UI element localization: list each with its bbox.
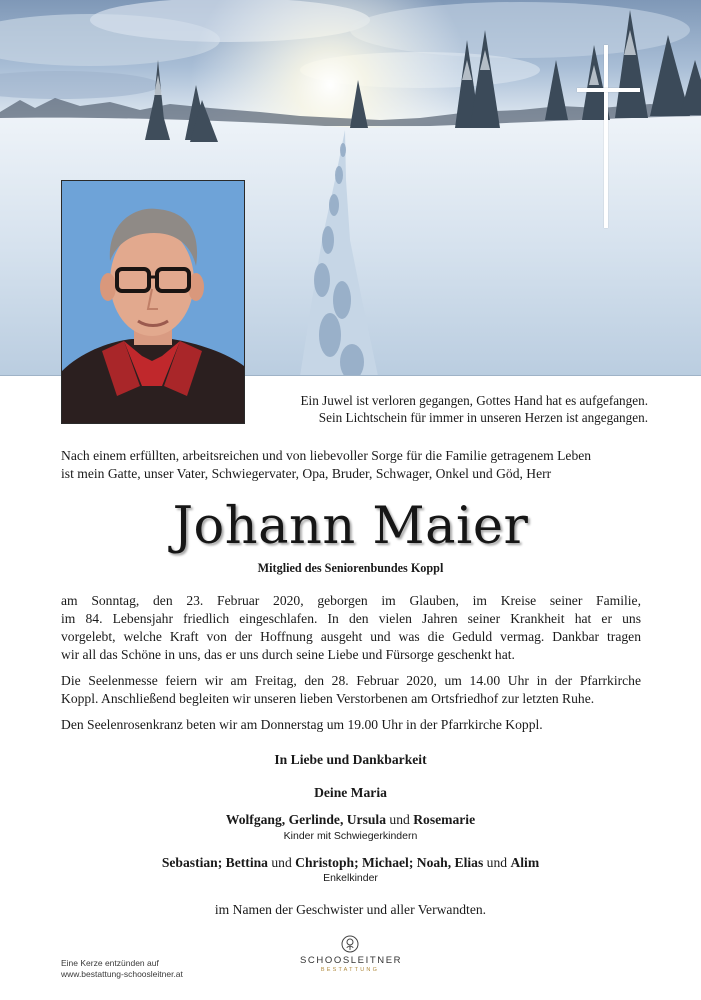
relatives-line: im Namen der Geschwister und aller Verwandten. bbox=[214, 902, 487, 917]
candle-link-block bbox=[61, 958, 183, 980]
children-caption: Kinder mit Schwiegerkindern bbox=[283, 830, 418, 842]
wife-name: Deine Maria bbox=[314, 785, 387, 800]
child-name: Rosemarie bbox=[413, 812, 476, 827]
children-names bbox=[0, 812, 701, 828]
separator: und bbox=[386, 812, 414, 827]
closing-line: In Liebe und Dankbarkeit bbox=[274, 752, 427, 767]
paragraph-line: Koppl. Anschließend begleiten wir unseren lieben Verstorbenen am Ortsfriedhof zur letzten Ruhe. bbox=[61, 691, 595, 706]
separator: ; bbox=[408, 855, 417, 870]
paragraph-line: im 84. Lebensjahr friedlich eingeschlafen. In den vielen Jahren seiner Krankheit hat er uns bbox=[61, 611, 641, 626]
grandchildren-caption: Enkelkinder bbox=[323, 872, 378, 884]
paragraph-line: wir all das Schöne in uns, das er uns durch seine Liebe und Fürsorge geschenkt hat. bbox=[61, 647, 515, 662]
rosary-paragraph bbox=[61, 716, 641, 734]
child-name: Wolfgang bbox=[225, 812, 282, 827]
grandchildren-names bbox=[0, 855, 701, 871]
cross-icon-bar bbox=[577, 88, 640, 92]
child-name: Gerlinde bbox=[288, 812, 340, 827]
separator: , bbox=[339, 812, 347, 827]
intro-line-2: ist mein Gatte, unser Vater, Schwiegervater, Opa, Bruder, Schwager, Onkel und Göd, Herr bbox=[61, 466, 552, 481]
separator: ; bbox=[217, 855, 226, 870]
child-name: Ursula bbox=[346, 812, 387, 827]
grandchild-name: Christoph bbox=[295, 855, 355, 870]
portrait-photo bbox=[61, 180, 245, 424]
intro-line-1: Nach einem erfüllten, arbeitsreichen und von liebevoller Sorge für die Familie getragenem Leben bbox=[61, 448, 592, 463]
separator: , bbox=[447, 855, 455, 870]
membership-subtitle: Mitglied des Seniorenbundes Koppl bbox=[257, 561, 444, 575]
grandchild-name: Noah bbox=[416, 855, 448, 870]
candle-text: Eine Kerze entzünden auf bbox=[61, 958, 159, 968]
funeral-mass-paragraph bbox=[61, 672, 641, 708]
quote-line-2: Sein Lichtschein für immer in unseren Herzen ist angegangen. bbox=[318, 410, 648, 425]
funeral-home-logo bbox=[300, 935, 403, 973]
cross-icon bbox=[604, 45, 608, 228]
grandchild-name: Alim bbox=[510, 855, 540, 870]
logo-subtitle: BESTATTUNG bbox=[320, 967, 380, 973]
paragraph-line: Die Seelenmesse feiern wir am Freitag, den 28. Februar 2020, um 14.00 Uhr in der Pfarrkirche bbox=[61, 673, 641, 688]
separator: , bbox=[281, 812, 289, 827]
grandchild-name: Bettina bbox=[225, 855, 268, 870]
separator: und bbox=[483, 855, 511, 870]
paragraph-line: am Sonntag, den 23. Februar 2020, geborgen im Glauben, im Kreise seiner Familie, bbox=[61, 593, 641, 608]
logo-name: SCHOOSLEITNER bbox=[300, 955, 403, 966]
rose-logo-icon bbox=[341, 935, 359, 953]
website-link[interactable]: www.bestattung-schoosleitner.at bbox=[61, 969, 183, 979]
grandchild-name: Sebastian bbox=[161, 855, 218, 870]
paragraph-line: vorgelebt, welche Kraft von der Hoffnung ausgeht und was die Geduld vermag. Dankbar tragen bbox=[61, 629, 641, 644]
grandchild-name: Elias bbox=[454, 855, 484, 870]
deceased-name: Johann Maier bbox=[172, 497, 529, 556]
separator: und bbox=[267, 855, 296, 870]
quote-line-1: Ein Juwel ist verloren gegangen, Gottes Hand hat es aufgefangen. bbox=[300, 393, 648, 408]
grandchild-name: Michael bbox=[362, 855, 409, 870]
announcement-paragraph-1 bbox=[61, 592, 641, 664]
paragraph-line: Den Seelenrosenkranz beten wir am Donnerstag um 19.00 Uhr in der Pfarrkirche Koppl. bbox=[61, 717, 543, 732]
separator: ; bbox=[354, 855, 363, 870]
